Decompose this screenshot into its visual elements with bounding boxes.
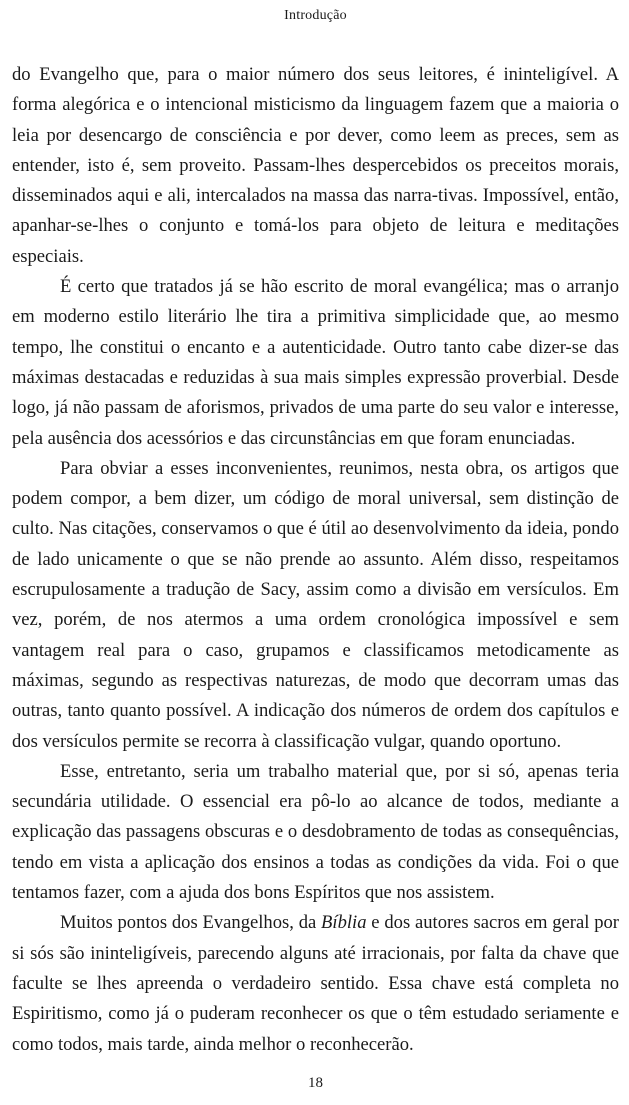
paragraph-moral-code: Para obviar a esses inconvenientes, reunimos, nesta obra, os artigos que podem compor, a bem dizer, um código de moral universal, sem distinção de culto. Nas citações, conservamos o que é útil ao desenvolvimento da ideia, pondo de lado unicamente o que se não prende ao assunto. Além disso, respeitamos escrupulosamente a tradução de Sacy, assim como a divisão em versículos. Em vez, porém, de nos atermos a uma ordem cronológica impossível e sem vantagem real para o caso, grupamos e classificamos metodicamente as máximas, segundo as respectivas naturezas, de modo que decorram umas das outras, tanto quanto possível. A indicação dos números de ordem dos capítulos e dos versículos permite se recorra à classificação vulgar, quando oportuno. (12, 457, 619, 752)
paragraph-material-work: Esse, entretanto, seria um trabalho material que, por si só, apenas teria secundária utilidade. O essencial era pô-lo ao alcance de todos, mediante a explicação das passagens obscuras e o desdobramento de todas as consequências, tendo em vista a aplicação dos ensinos a todas as condições da vida. Foi o que tentamos fazer, com a ajuda dos bons Espíritos que nos assistem. (12, 760, 619, 904)
bible-italic-term: Bíblia (321, 912, 367, 934)
running-header-title: Introdução (284, 8, 347, 23)
paragraph-text-before: Muitos pontos dos Evangelhos, da (60, 912, 322, 934)
page-number: 18 (308, 1075, 323, 1091)
paragraph-moral-treatises: É certo que tratados já se hão escrito de moral evangélica; mas o arranjo em moderno estilo literário lhe tira a primitiva simplicidade que, ao mesmo tempo, lhe constitui o encanto e a autenticidade. Outro tanto cabe dizer-se das máximas destacadas e reduzidas à sua mais simples expressão proverbial. Desde logo, já não passam de aforismos, privados de uma parte do seu valor e interesse, pela ausência dos acessórios e das circunstâncias em que foram enunciadas. (12, 276, 619, 449)
paragraph-spiritism-key (12, 908, 619, 1059)
paragraph-text-after: e dos autores sacros em geral por si sós são ininteligíveis, parecendo alguns até irracionais, por falta da chave que faculte se lhes apreenda o verdadeiro sentido. Essa chave está completa no Espiritismo, como já o puderam reconhecer os que o têm estudado seriamente e como todos, mais tarde, ainda melhor o reconhecerão. (12, 912, 619, 1055)
paragraph-continuation: do Evangelho que, para o maior número dos seus leitores, é ininteligível. A forma alegórica e o intencional misticismo da linguagem fazem que a maioria o leia por desencargo de consciência e por dever, como leem as preces, sem as entender, isto é, sem proveito. Passam-lhes despercebidos os preceitos morais, disseminados aqui e ali, intercalados na massa das narra-tivas. Impossível, então, apanhar-se-lhes o conjunto e tomá-los para objeto de leitura e meditações especiais. (12, 64, 619, 267)
book-page (12, 0, 619, 1105)
body-text (12, 60, 619, 1060)
